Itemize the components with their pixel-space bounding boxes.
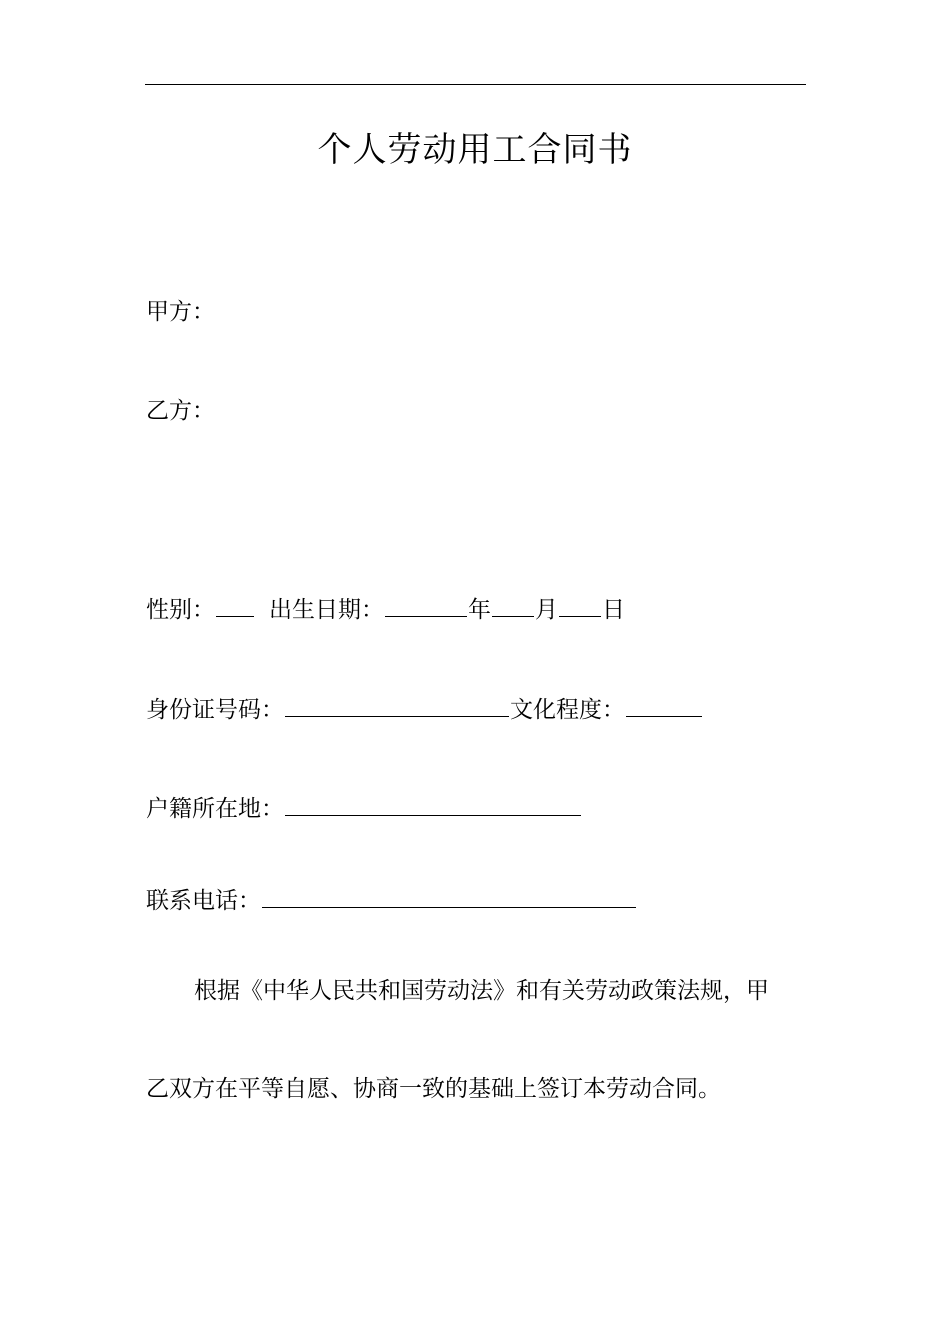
gender-label: 性别： xyxy=(146,597,215,623)
id-education-line xyxy=(146,694,703,726)
preamble-line-2: 乙双方在平等自愿、协商一致的基础上签订本劳动合同。 xyxy=(146,1076,721,1102)
id-number-label: 身份证号码： xyxy=(146,697,284,723)
gender-birth-line xyxy=(146,594,625,626)
household-field[interactable] xyxy=(285,793,581,816)
day-label: 日 xyxy=(602,597,625,623)
birth-day-field[interactable] xyxy=(559,594,601,617)
gender-field[interactable] xyxy=(216,594,254,617)
month-label: 月 xyxy=(535,597,558,623)
phone-line xyxy=(146,885,637,917)
birth-year-field[interactable] xyxy=(385,594,467,617)
id-number-field[interactable] xyxy=(285,694,509,717)
birth-date-label: 出生日期： xyxy=(269,597,384,623)
phone-label: 联系电话： xyxy=(146,888,261,914)
party-b-label: 乙方： xyxy=(146,398,215,424)
phone-field[interactable] xyxy=(262,885,636,908)
education-label: 文化程度： xyxy=(510,697,625,723)
education-field[interactable] xyxy=(626,694,702,717)
header-rule xyxy=(145,84,806,85)
party-b-line xyxy=(146,395,215,427)
party-a-label: 甲方： xyxy=(146,299,215,325)
preamble-line-1: 根据《中华人民共和国劳动法》和有关劳动政策法规，甲 xyxy=(194,978,769,1004)
year-label: 年 xyxy=(468,597,491,623)
household-label: 户籍所在地： xyxy=(146,796,284,822)
household-line xyxy=(146,793,582,825)
document-title: 个人劳动用工合同书 xyxy=(317,130,633,170)
party-a-line xyxy=(146,296,215,328)
birth-month-field[interactable] xyxy=(492,594,534,617)
